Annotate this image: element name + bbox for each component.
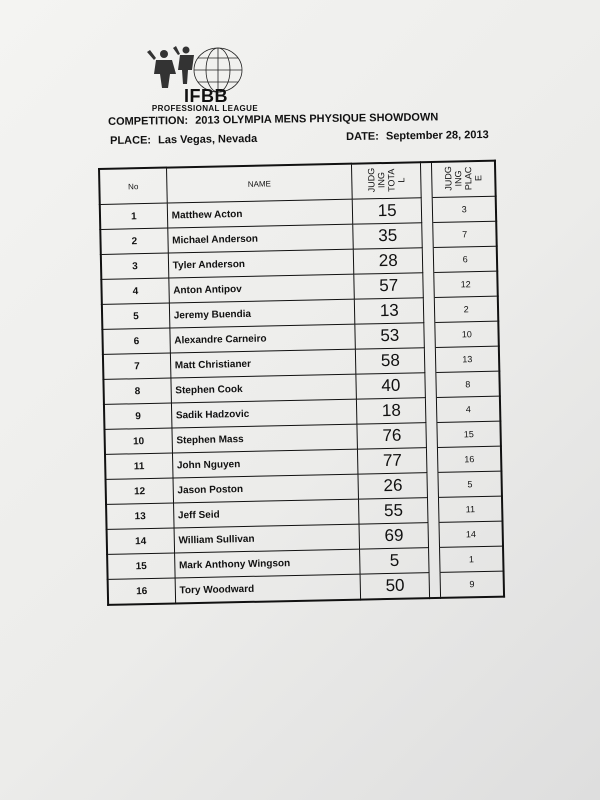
judging-total: 53 — [355, 323, 424, 349]
row-number: 2 — [100, 228, 168, 254]
judging-place: 7 — [433, 221, 497, 247]
row-number: 3 — [101, 253, 169, 279]
row-number: 4 — [101, 278, 169, 304]
column-gap — [422, 247, 434, 272]
column-header-name: NAME — [166, 164, 352, 203]
results-table — [98, 160, 505, 606]
competition-label: COMPETITION: — [108, 114, 189, 128]
column-header-no: No — [99, 168, 167, 205]
judging-total: 5 — [360, 548, 429, 574]
competitor-name: Michael Anderson — [167, 224, 353, 253]
column-gap — [425, 372, 437, 397]
competitor-name: Mark Anthony Wingson — [174, 549, 360, 578]
competitor-name: John Nguyen — [172, 449, 358, 478]
judging-total: 55 — [359, 498, 428, 524]
column-gap — [421, 162, 433, 198]
competition-line — [108, 111, 438, 128]
row-number: 7 — [103, 353, 171, 379]
competitor-name: William Sullivan — [174, 524, 360, 553]
competitor-name: Jason Poston — [173, 474, 359, 503]
judging-place: 15 — [437, 421, 501, 447]
competitor-name: Tyler Anderson — [168, 249, 354, 278]
place-label: PLACE: — [110, 134, 152, 147]
competitor-name: Tory Woodward — [175, 574, 361, 603]
column-gap — [429, 547, 441, 572]
results-table-wrapper — [98, 160, 505, 606]
competitor-name: Matthew Acton — [167, 199, 353, 228]
judging-place-header-label: JUDG ING PLAC E — [443, 166, 484, 192]
column-gap — [426, 422, 438, 447]
column-gap — [427, 447, 439, 472]
row-number: 11 — [105, 453, 173, 479]
judging-total: 40 — [356, 373, 425, 399]
column-header-judging-place — [432, 161, 496, 198]
column-gap — [422, 222, 434, 247]
column-gap — [427, 472, 439, 497]
column-gap — [421, 197, 433, 222]
competitor-name: Jeremy Buendia — [169, 299, 355, 328]
judging-place: 16 — [438, 446, 502, 472]
row-number: 15 — [107, 553, 175, 579]
row-number: 8 — [103, 378, 171, 404]
column-gap — [429, 572, 441, 598]
row-number: 6 — [102, 328, 170, 354]
column-gap — [423, 297, 435, 322]
judging-total: 13 — [355, 298, 424, 324]
judging-place: 8 — [436, 371, 500, 397]
judging-total: 76 — [357, 423, 426, 449]
judging-place: 4 — [437, 396, 501, 422]
competitor-name: Anton Antipov — [169, 274, 355, 303]
judging-place: 5 — [438, 471, 502, 497]
judging-place: 6 — [434, 246, 498, 272]
column-gap — [423, 272, 435, 297]
judging-place: 9 — [440, 571, 504, 598]
row-number: 13 — [106, 503, 174, 529]
table-body — [100, 196, 504, 605]
judging-place: 2 — [435, 296, 499, 322]
judging-total: 26 — [358, 473, 427, 499]
row-number: 12 — [106, 478, 174, 504]
column-gap — [424, 322, 436, 347]
judging-place: 11 — [439, 496, 503, 522]
place-line — [110, 133, 257, 147]
judging-total-header-label: JUDG ING TOTA L — [366, 167, 407, 193]
column-gap — [428, 522, 440, 547]
judging-place: 3 — [433, 196, 497, 222]
row-number: 9 — [104, 403, 172, 429]
column-gap — [428, 497, 440, 522]
competitor-name: Matt Christianer — [170, 349, 356, 378]
judging-total: 28 — [354, 248, 423, 274]
judging-place: 1 — [440, 546, 504, 572]
judging-place: 10 — [435, 321, 499, 347]
judging-total: 35 — [353, 223, 422, 249]
competition-value: 2013 OLYMPIA MENS PHYSIQUE SHOWDOWN — [195, 111, 439, 127]
date-value: September 28, 2013 — [385, 129, 489, 143]
column-gap — [425, 397, 437, 422]
place-value: Las Vegas, Nevada — [158, 132, 258, 147]
column-header-judging-total — [352, 162, 421, 199]
judging-place: 13 — [436, 346, 500, 372]
row-number: 14 — [107, 528, 175, 554]
judging-place: 14 — [439, 521, 503, 547]
competitor-name: Alexandre Carneiro — [170, 324, 356, 353]
row-number: 10 — [104, 428, 172, 454]
judging-total: 57 — [354, 273, 423, 299]
competitor-name: Jeff Seid — [173, 499, 359, 528]
column-gap — [424, 347, 436, 372]
judging-total: 58 — [356, 348, 425, 374]
judging-total: 15 — [353, 198, 422, 224]
judging-place: 12 — [434, 271, 498, 297]
judging-total: 77 — [358, 448, 427, 474]
date-label: DATE: — [346, 130, 379, 143]
logo-wordmark: IFBB — [184, 86, 228, 106]
competitor-name: Stephen Mass — [172, 424, 358, 453]
logo-subtitle: PROFESSIONAL LEAGUE — [151, 104, 259, 113]
competitor-name: Sadik Hadzovic — [171, 399, 357, 428]
row-number: 16 — [108, 578, 176, 605]
date-line — [346, 129, 489, 143]
row-number: 1 — [100, 203, 168, 229]
judging-total: 18 — [357, 398, 426, 424]
competitor-name: Stephen Cook — [171, 374, 357, 403]
judging-total: 50 — [360, 573, 429, 600]
judging-total: 69 — [359, 523, 428, 549]
row-number: 5 — [102, 303, 170, 329]
